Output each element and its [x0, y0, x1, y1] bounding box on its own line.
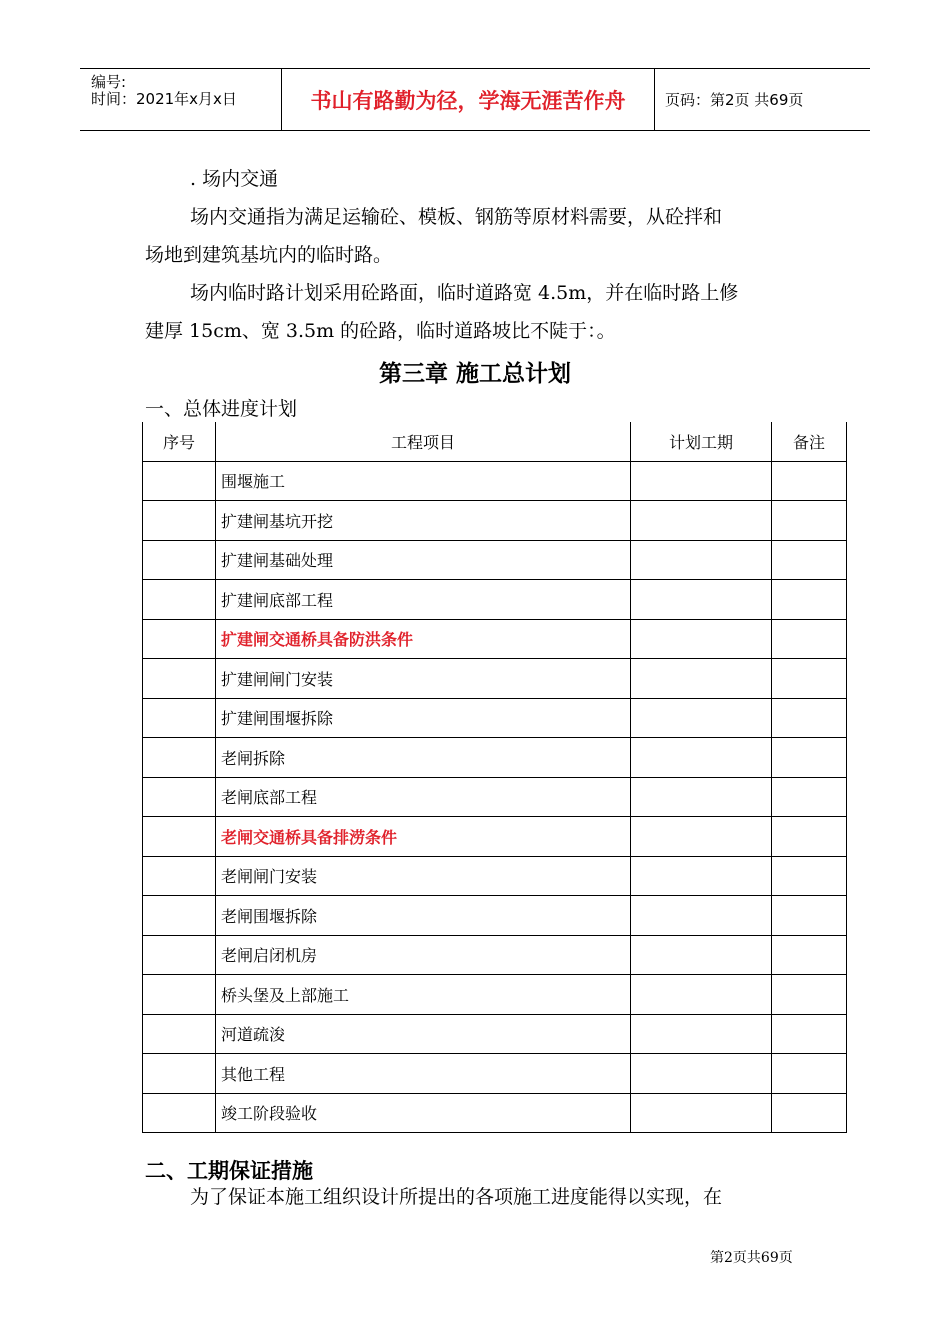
- row-item-name: 老闸启闭机房: [216, 935, 631, 975]
- row-duration-cell: [631, 1093, 772, 1133]
- row-duration-cell: [631, 698, 772, 738]
- header-motto: [282, 69, 655, 130]
- row-index-cell: [143, 1093, 216, 1133]
- row-duration-cell: [631, 619, 772, 659]
- document-number-label: 编号:: [91, 73, 127, 91]
- row-duration-cell: [631, 659, 772, 699]
- table-row: [143, 619, 847, 659]
- table-row: [143, 1093, 847, 1133]
- table-row: [143, 896, 847, 936]
- row-index-cell: [143, 659, 216, 699]
- row-duration-cell: [631, 856, 772, 896]
- row-remark-cell: [772, 1093, 847, 1133]
- row-index-cell: [143, 580, 216, 620]
- page-footer: 第2页共69页: [710, 1250, 793, 1266]
- row-remark-cell: [772, 1014, 847, 1054]
- row-remark-cell: [772, 501, 847, 541]
- row-duration-cell: [631, 896, 772, 936]
- table-row: [143, 777, 847, 817]
- table-row: [143, 935, 847, 975]
- row-duration-cell: [631, 580, 772, 620]
- row-index-cell: [143, 501, 216, 541]
- row-duration-cell: [631, 935, 772, 975]
- row-remark-cell: [772, 540, 847, 580]
- table-row: [143, 856, 847, 896]
- row-remark-cell: [772, 580, 847, 620]
- row-item-name: 老闸围堰拆除: [216, 896, 631, 936]
- row-item-name: 老闸闸门安装: [216, 856, 631, 896]
- row-duration-cell: [631, 540, 772, 580]
- row-remark-cell: [772, 461, 847, 501]
- row-item-name: 老闸拆除: [216, 738, 631, 778]
- header-page-info: 页码：第2页 共69页: [665, 91, 804, 109]
- schedule-heading: 一、总体进度计划: [145, 398, 298, 420]
- table-row: [143, 1054, 847, 1094]
- row-item-name: 扩建闸底部工程: [216, 580, 631, 620]
- row-index-cell: [143, 817, 216, 857]
- column-header-duration: 计划工期: [631, 422, 772, 461]
- row-item-name: 扩建闸围堰拆除: [216, 698, 631, 738]
- table-header-row: [143, 422, 847, 461]
- row-item-name: 扩建闸基坑开挖: [216, 501, 631, 541]
- schedule-table: [142, 422, 847, 1133]
- row-item-name: 老闸交通桥具备排涝条件: [216, 817, 631, 857]
- traffic-para2-line1: 场内临时路计划采用砼路面，临时道路宽 4.5m，并在临时路上修: [190, 282, 739, 304]
- page-header: [80, 68, 870, 131]
- header-meta: [80, 69, 282, 130]
- row-index-cell: [143, 461, 216, 501]
- row-item-name: 扩建闸基础处理: [216, 540, 631, 580]
- row-index-cell: [143, 856, 216, 896]
- row-remark-cell: [772, 935, 847, 975]
- chapter-title: 第三章 施工总计划: [378, 361, 571, 387]
- row-item-name: 扩建闸闸门安装: [216, 659, 631, 699]
- row-item-name: 老闸底部工程: [216, 777, 631, 817]
- traffic-para2-line2: 建厚 15cm、宽 3.5m 的砼路，临时道路坡比不陡于：。: [145, 320, 616, 342]
- row-duration-cell: [631, 1014, 772, 1054]
- table-row: [143, 1014, 847, 1054]
- column-header-index: 序号: [143, 422, 216, 461]
- row-duration-cell: [631, 777, 772, 817]
- row-index-cell: [143, 540, 216, 580]
- table-row: [143, 580, 847, 620]
- row-index-cell: [143, 935, 216, 975]
- row-index-cell: [143, 1054, 216, 1094]
- row-item-name: 河道疏浚: [216, 1014, 631, 1054]
- row-remark-cell: [772, 698, 847, 738]
- row-duration-cell: [631, 461, 772, 501]
- row-remark-cell: [772, 659, 847, 699]
- row-item-name: 竣工阶段验收: [216, 1093, 631, 1133]
- row-index-cell: [143, 619, 216, 659]
- table-row: [143, 975, 847, 1015]
- row-item-name: 扩建闸交通桥具备防洪条件: [216, 619, 631, 659]
- row-index-cell: [143, 698, 216, 738]
- traffic-para1-line1: 场内交通指为满足运输砼、模板、钢筋等原材料需要，从砼拌和: [190, 206, 723, 228]
- row-duration-cell: [631, 1054, 772, 1094]
- row-remark-cell: [772, 896, 847, 936]
- table-row: [143, 501, 847, 541]
- row-remark-cell: [772, 817, 847, 857]
- table-row: [143, 698, 847, 738]
- table-row: [143, 659, 847, 699]
- schedule-table-body: [143, 461, 847, 1133]
- column-header-item: 工程项目: [216, 422, 631, 461]
- guarantee-line1: 为了保证本施工组织设计所提出的各项施工进度能得以实现，在: [190, 1186, 723, 1208]
- row-remark-cell: [772, 738, 847, 778]
- table-row: [143, 461, 847, 501]
- traffic-para1-line2: 场地到建筑基坑内的临时路。: [145, 244, 393, 266]
- document-time-label: 时间：2021年x月x日: [91, 90, 237, 108]
- row-duration-cell: [631, 817, 772, 857]
- row-item-name: 其他工程: [216, 1054, 631, 1094]
- guarantee-heading: 二、工期保证措施: [145, 1159, 313, 1183]
- row-index-cell: [143, 777, 216, 817]
- row-index-cell: [143, 1014, 216, 1054]
- row-item-name: 围堰施工: [216, 461, 631, 501]
- row-duration-cell: [631, 738, 772, 778]
- row-index-cell: [143, 896, 216, 936]
- row-item-name: 桥头堡及上部施工: [216, 975, 631, 1015]
- row-index-cell: [143, 975, 216, 1015]
- row-remark-cell: [772, 777, 847, 817]
- traffic-heading: . 场内交通: [190, 168, 279, 190]
- row-duration-cell: [631, 501, 772, 541]
- row-index-cell: [143, 738, 216, 778]
- row-remark-cell: [772, 619, 847, 659]
- table-row: [143, 738, 847, 778]
- row-remark-cell: [772, 1054, 847, 1094]
- row-remark-cell: [772, 975, 847, 1015]
- table-row: [143, 817, 847, 857]
- motto-text: 书山有路勤为径，学海无涯苦作舟: [310, 88, 626, 113]
- column-header-remark: 备注: [772, 422, 847, 461]
- row-duration-cell: [631, 975, 772, 1015]
- table-row: [143, 540, 847, 580]
- row-remark-cell: [772, 856, 847, 896]
